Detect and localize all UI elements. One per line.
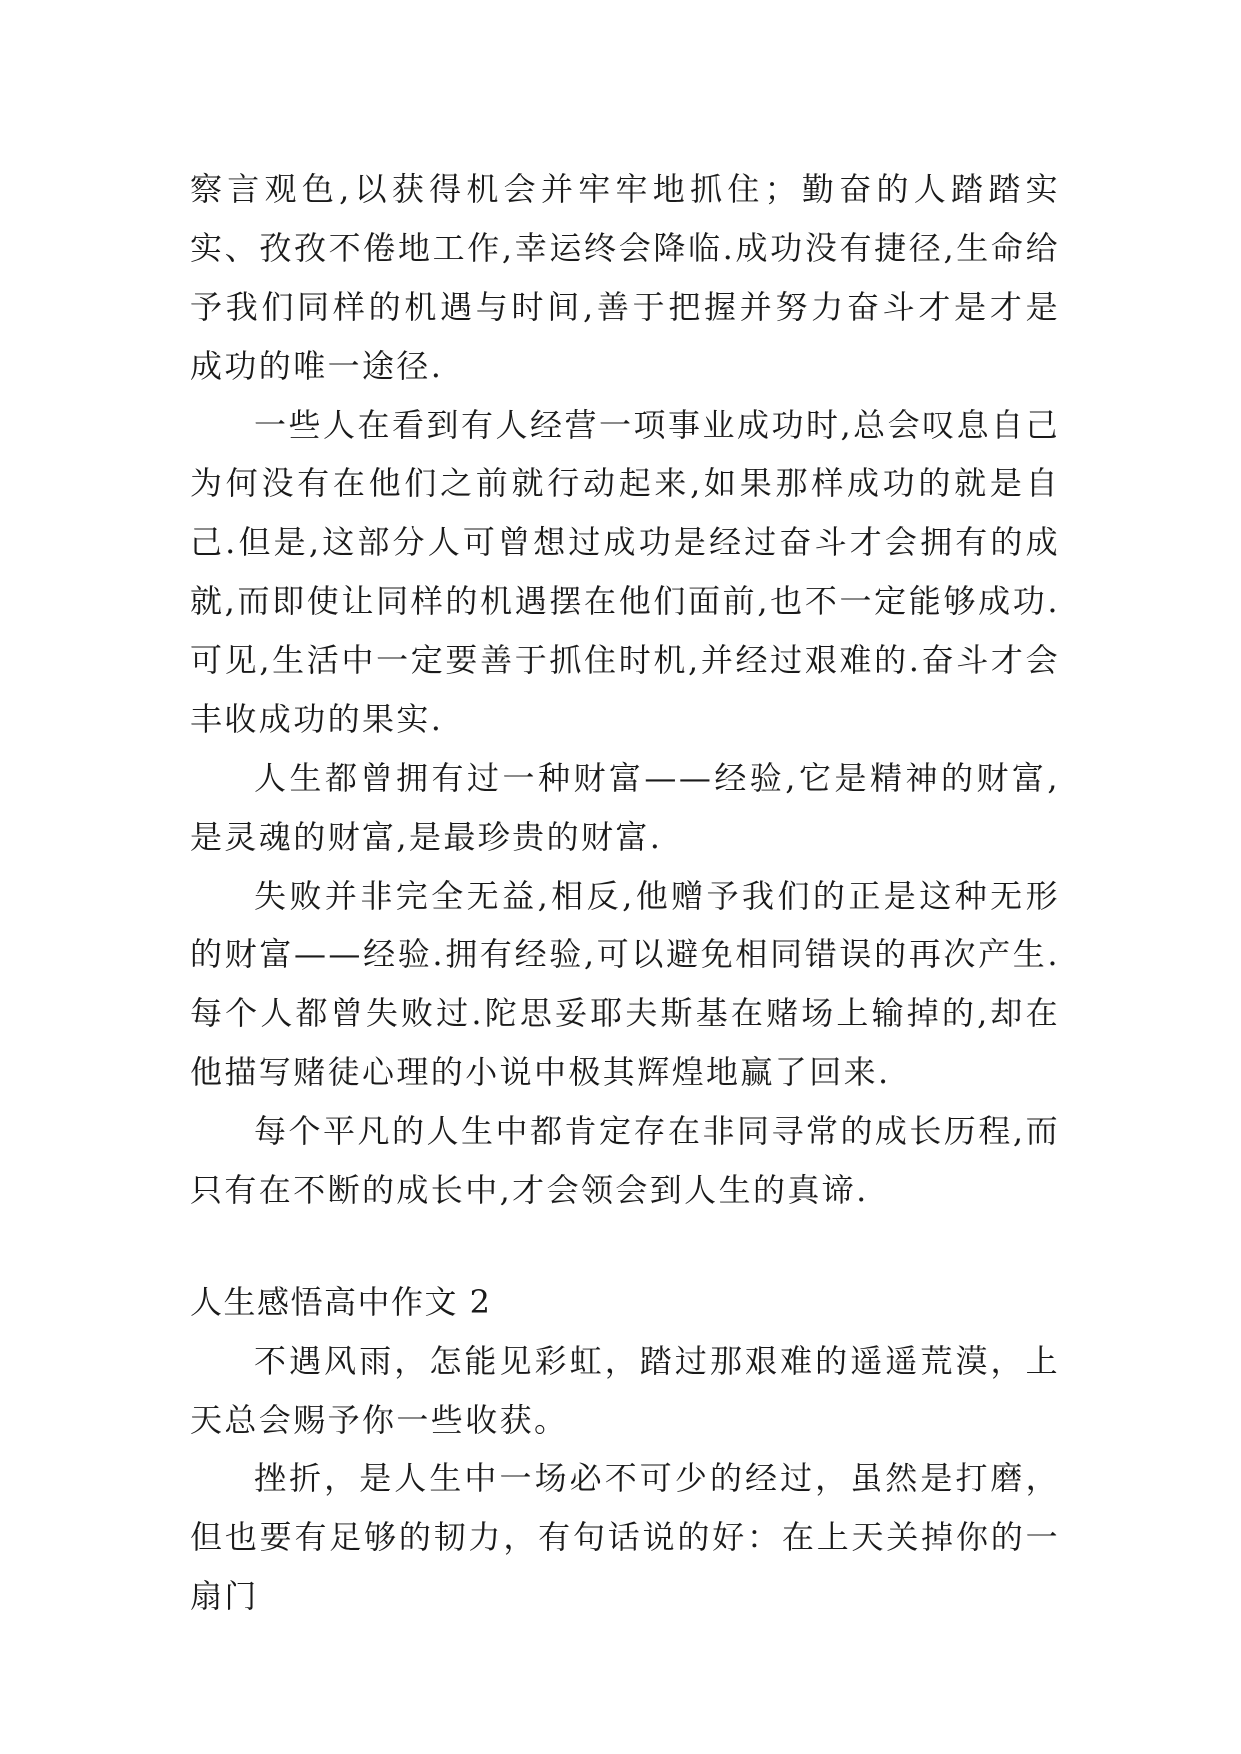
section-heading: 人生感悟高中作文 2 [190,1282,492,1321]
paragraph-3: 人生都曾拥有过一种财富——经验,它是精神的财富,是灵魂的财富,是最珍贵的财富. [190,758,1060,856]
document-body [190,160,1060,1626]
section-paragraph-1: 不遇风雨，怎能见彩虹，踏过那艰难的遥遥荒漠，上天总会赐予你一些收获。 [190,1341,1060,1439]
paragraph-2: 一些人在看到有人经营一项事业成功时,总会叹息自己为何没有在他们之前就行动起来,如果那样成功的就是自己.但是,这部分人可曾想过成功是经过奋斗才会拥有的成就,而即使让同样的机遇摆在他们面前,也不一定能够成功.可见,生活中一定要善于抓住时机,并经过艰难的.奋斗才会丰收成功的果实. [190,405,1060,738]
section-paragraph-2: 挫折，是人生中一场必不可少的经过，虽然是打磨，但也要有足够的韧力，有句话说的好：在上天关掉你的一扇门 [190,1459,1060,1616]
paragraph-1: 察言观色,以获得机会并牢牢地抓住；勤奋的人踏踏实实、孜孜不倦地工作,幸运终会降临.成功没有捷径,生命给予我们同样的机遇与时间,善于把握并努力奋斗才是才是成功的唯一途径. [190,170,1060,385]
paragraph-5: 每个平凡的人生中都肯定存在非同寻常的成长历程,而只有在不断的成长中,才会领会到人生的真谛. [190,1112,1060,1209]
paragraph-4: 失败并非完全无益,相反,他赠予我们的正是这种无形的财富——经验.拥有经验,可以避免相同错误的再次产生.每个人都曾失败过.陀思妥耶夫斯基在赌场上输掉的,却在他描写赌徒心理的小说中极其辉煌地赢了回来. [190,876,1060,1092]
